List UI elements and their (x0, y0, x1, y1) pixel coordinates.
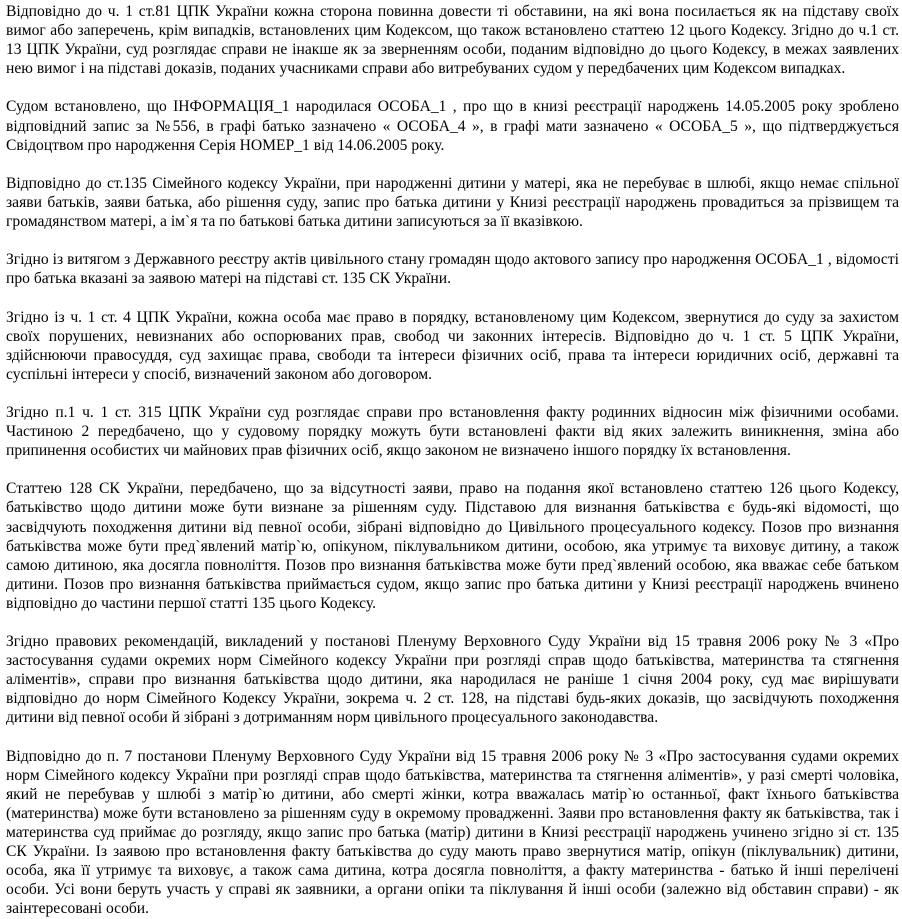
paragraph-birth-record: Судом встановлено, що ІНФОРМАЦІЯ_1 народилася ОСОБА_1 , про що в книзі реєстрації народжень 14.05.2005 року зроблено відповідний запис за №556, в графі батько зазначено « ОСОБА_4 », в графі мати зазначено « ОСОБА_5 », що підтверджується Свідоцтвом про народження Серія НОМЕР_1 від 14.06.2005 року. (6, 98, 899, 154)
paragraph-registry-extract: Згідно із витягом з Державного реєстру актів цивільного стану громадян щодо актового запису про народження ОСОБА_1 , відомості про батька вказані за заявою матері на підставі ст. 135 СК України. (6, 251, 899, 288)
paragraph-burden-of-proof: Відповідно до ч. 1 ст.81 ЦПК України кожна сторона повинна довести ті обставини, на які вона посилається як на підставу своїх вимог або заперечень, крім випадків, встановлених цим Кодексом, що також встановлено статтею 12 цього Кодексу. Згідно до ч.1 ст. 13 ЦПК України, суд розглядає справи не інакше як за зверненням особи, поданим відповідно до цього Кодексу, в межах заявлених нею вимог і на підставі доказів, поданих учасниками справи або витребуваних судом у передбачених цим Кодексом випадках. (6, 3, 899, 78)
paragraph-right-to-court: Згідно із ч. 1 ст. 4 ЦПК України, кожна особа має право в порядку, встановленому цим Кодексом, звернутися до суду за захистом своїх порушених, невизнаних або оспорюваних прав, свобод чи законних інтересів. Відповідно до ч. 1 ст. 5 ЦПК України, здійснюючи правосуддя, суд захищає права, свободи та інтереси фізичних осіб, права та інтереси юридичних осіб, державні та суспільні інтереси у спосіб, визначений законом або договором. (6, 308, 899, 383)
paragraph-article-135: Відповідно до ст.135 Сімейного кодексу України, при народженні дитини у матері, яка не перебуває в шлюбі, якщо немає спільної заяви батьків, заяви батька, або рішення суду, запис про батька дитини у Книзі реєстрації народжень провадиться за прізвищем та громадянством матері, а ім`я та по батькові батька дитини записуються за її вказівкою. (6, 174, 899, 231)
paragraph-plenum-item-7: Відповідно до п. 7 постанови Пленуму Верховного Суду України від 15 травня 2006 року № 3 «Про застосування судами окремих норм Сімейного кодексу України при розгляді справ щодо батьківства, материнства та стягнення аліментів», у разі смерті чоловіка, який не перебував у шлюбі з матір`ю дитини, або смерті жінки, котра вважалась матір`ю останньої, факт їхнього батьківства (материнства) може бути встановлено за рішенням суду в окремому провадженні. Заяви про встановлення факту як батьківства, так і материнства суд приймає до розгляду, якщо запис про батька (матір) дитини в Книзі реєстрації народжень учинено згідно зі ст. 135 СК України. Із заявою про встановлення факту батьківства до суду мають право звернутися матір, опікун (піклувальник) дитини, особа, яка її утримує та виховує, а також сама дитина, котра досягла повноліття, а факту материнства - батько й інші перелічені особи. Усі вони беруть участь у справі як заявники, а органи опіки та піклування й інші особи (залежно від обставин справи) - як заінтересовані особи. (6, 747, 899, 918)
paragraph-article-128: Статтею 128 СК України, передбачено, що за відсутності заяви, право на подання якої встановлено статтею 126 цього Кодексу, батьківство щодо дитини може бути визнане за рішенням суду. Підставою для визнання батьківства є будь-які відомості, що засвідчують походження дитини від певної особи, зібрані відповідно до Цивільного процесуального кодексу. Позов про визнання батьківства може бути пред`явлений матір`ю, опікуном, піклувальником дитини, особою, яка утримує та виховує дитину, а також самою дитиною, яка досягла повноліття. Позов про визнання батьківства може бути пред`явлений особою, яка вважає себе батьком дитини. Позов про визнання батьківства приймається судом, якщо запис про батька дитини у Книзі реєстрації народжень вчинено відповідно до частини першої статті 135 цього Кодексу. (6, 480, 899, 612)
paragraph-plenum-recommendations: Згідно правових рекомендацій, викладений у постанові Пленуму Верховного Суду України від 15 травня 2006 року № 3 «Про застосування судами окремих норм Сімейного кодексу України при розгляді справ щодо батьківства, материнства та стягнення аліментів», справи про визнання батьківства щодо дитини, яка народилася не раніше 1 січня 2004 року, суд має вирішувати відповідно до норм Сімейного Кодексу України, зокрема ч. 2 ст. 128, на підставі будь-яких доказів, що засвідчують походження дитини від певної особи й зібрані з дотриманням норм цивільного процесуального законодавства. (6, 633, 899, 727)
paragraph-article-315: Згідно п.1 ч. 1 ст. 315 ЦПК України суд розглядає справи про встановлення факту родинних відносин між фізичними особами. Частиною 2 передбачено, що у судовому порядку можуть бути встановлені факти від яких залежить виникнення, зміна або припинення особистих чи майнових прав фізичних осіб, якщо законом не визначено іншого порядку їх встановлення. (6, 403, 899, 460)
